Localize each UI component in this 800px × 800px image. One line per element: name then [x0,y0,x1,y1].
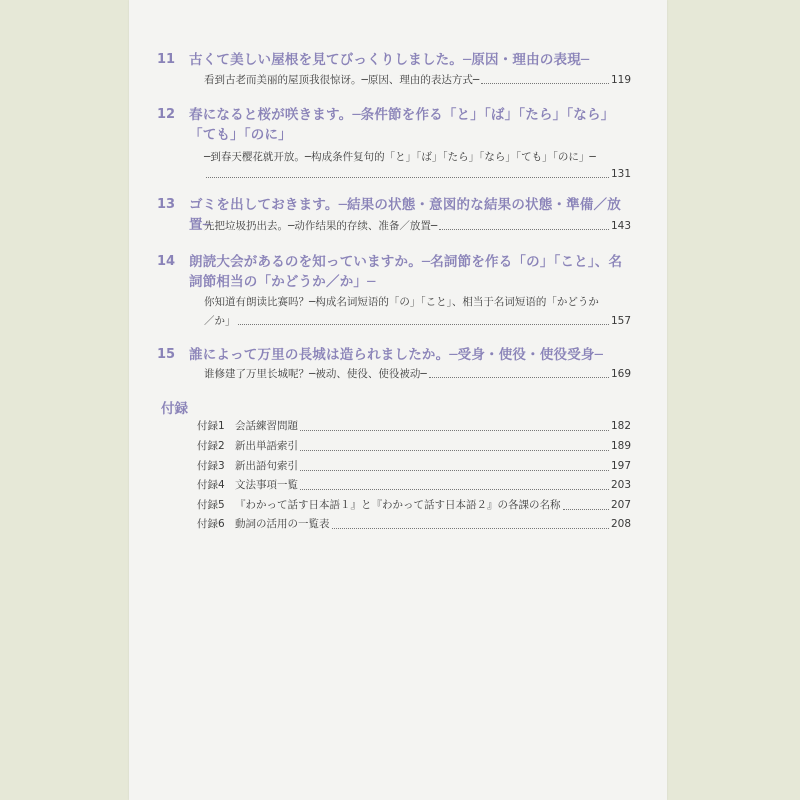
chapter-number: 15 [157,347,176,362]
leader-dots [300,470,609,471]
chapter-title: ゴミを出しておきます。─結果の状態・意図的な結果の状態・準備／放置─ [189,197,621,233]
chapter-subtitle: 看到古老而美丽的屋顶我很惊讶。─原因、理由的表达方式─ [204,74,480,86]
page-number: 189 [610,440,631,452]
page-number: 197 [610,460,631,472]
page-number: 143 [610,220,631,232]
chapter-subtitle: 你知道有朗读比赛吗？─构成名词短语的「の」「こと」、相当于名词短语的「かどうか [204,296,599,308]
chapter-subtitle-line [204,218,631,234]
appendix-heading: 付録 [161,401,188,417]
chapter-subtitle-line [204,313,631,329]
chapter-subtitle-line [204,72,631,88]
chapter-title: 古くて美しい屋根を見てびっくりしました。─原因・理由の表現─ [189,52,590,68]
appendix-item[interactable] [197,417,631,436]
appendix-item[interactable] [197,476,631,495]
toc-page [129,0,667,800]
chapter-title: 春になると桜が咲きます。─条件節を作る「と」「ば」「たら」「なら」「ても」「のに」 [189,107,615,143]
appendix-code: 付録4 [197,479,225,491]
page-number: 208 [610,518,631,530]
chapter-subtitle: 先把垃圾扔出去。─动作结果的存续、准备／放置─ [204,220,438,232]
page-number: 207 [610,499,631,511]
chapter-subtitle-line [204,366,631,382]
chapter-number: 12 [157,107,176,122]
appendix-item[interactable] [197,496,631,515]
appendix-item[interactable] [197,515,631,534]
page-number: 182 [610,420,631,432]
appendix-name: 動詞の活用の一覧表 [235,518,330,530]
leader-dots [206,177,609,178]
appendix-code: 付録5 [197,499,225,511]
leader-dots [481,83,609,84]
leader-dots [429,377,609,378]
chapter-number: 14 [157,254,176,269]
chapter-number: 13 [157,197,176,212]
appendix-item[interactable] [197,437,631,456]
leader-dots [300,430,609,431]
page-number: 203 [610,479,631,491]
chapter-number: 11 [157,52,176,67]
appendix-name: 『わかって話す日本語１』と『わかって話す日本語２』の各課の名称 [235,499,561,511]
page-number: 157 [610,315,631,327]
page-number: 131 [610,168,631,180]
appendix-name: 新出語句索引 [235,460,298,472]
leader-dots [300,450,609,451]
appendix-name: 新出単語索引 [235,440,298,452]
chapter-subtitle-cont: ／か」 [204,315,236,327]
chapter-subtitle-line [204,166,631,182]
chapter-subtitle: 谁修建了万里长城呢？─被动、使役、使役被动─ [204,368,427,380]
appendix-name: 文法事項一覧 [235,479,298,491]
page-number: 169 [610,368,631,380]
appendix-item[interactable] [197,457,631,476]
appendix-code: 付録3 [197,460,225,472]
appendix-code: 付録1 [197,420,225,432]
leader-dots [332,528,609,529]
chapter-title: 誰によって万里の長城は造られましたか。─受身・使役・使役受身─ [189,347,603,363]
appendix-code: 付録6 [197,518,225,530]
leader-dots [563,509,609,510]
chapter-title: 朗読大会があるのを知っていますか。─名詞節を作る「の」「こと」、名詞節相当の「かどうか／か」─ [189,254,623,290]
page-number: 119 [610,74,631,86]
appendix-name: 会話練習問題 [235,420,298,432]
chapter-subtitle: ─到春天樱花就开放。─构成条件复句的「と」「ば」「たら」「なら」「ても」「のに」─ [204,151,596,163]
leader-dots [238,324,609,325]
appendix-code: 付録2 [197,440,225,452]
leader-dots [300,489,609,490]
leader-dots [439,229,609,230]
